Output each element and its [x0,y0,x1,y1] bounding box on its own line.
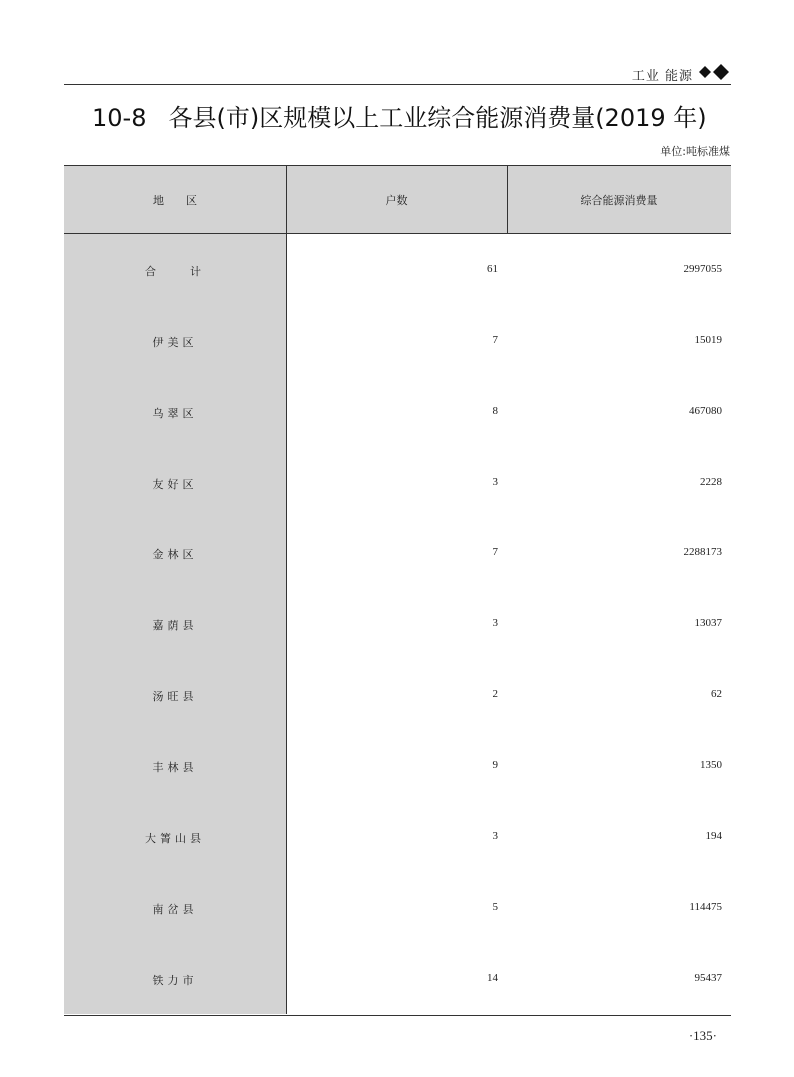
column-header-count: 户数 [385,194,408,207]
table-title: 各县(市)区规模以上工业综合能源消费量(2019 年) [168,104,707,132]
diamond-icon [699,64,731,80]
count-cell: 7 [492,546,498,558]
table-row [64,334,731,404]
table-row [64,830,731,900]
table-row [64,901,731,971]
energy-cell: 2228 [700,476,722,488]
table-row [64,405,731,475]
count-cell: 2 [492,688,498,700]
region-cell: 丰林县 [152,761,198,774]
count-cell: 3 [492,830,498,842]
data-table [64,165,731,1016]
count-cell: 14 [487,972,498,984]
energy-cell: 2288173 [683,546,722,558]
table-row [64,263,731,333]
region-cell: 嘉荫县 [152,619,198,632]
energy-cell: 2997055 [683,263,722,275]
section-label: 工业 能源 [631,69,693,84]
page-title [92,98,707,133]
energy-cell: 467080 [689,405,722,417]
column-header-energy: 综合能源消费量 [580,194,658,207]
region-cell: 伊美区 [152,336,198,349]
count-cell: 7 [492,334,498,346]
energy-cell: 13037 [694,617,722,629]
region-cell: 大箐山县 [145,832,205,845]
column-header-region: 地 区 [153,194,197,207]
region-cell: 南岔县 [152,903,198,916]
energy-cell: 194 [705,830,722,842]
count-cell: 9 [492,759,498,771]
table-row [64,546,731,616]
energy-cell: 15019 [694,334,722,346]
region-cell: 汤旺县 [152,690,198,703]
unit-label: 单位:吨标准煤 [660,145,730,158]
energy-cell: 1350 [700,759,722,771]
energy-cell: 95437 [694,972,722,984]
energy-cell: 114475 [689,901,722,913]
region-cell: 铁力市 [152,974,198,987]
energy-cell: 62 [711,688,722,700]
region-cell: 乌翠区 [152,407,198,420]
count-cell: 61 [487,263,498,275]
table-row [64,617,731,687]
table-row [64,688,731,758]
table-row [64,972,731,1042]
running-header [64,60,731,85]
table-number: 10-8 [92,104,147,132]
region-cell: 友好区 [152,478,198,491]
table-row [64,476,731,546]
count-cell: 3 [492,476,498,488]
region-cell: 合 计 [145,265,205,278]
page-number: ·135· [688,1028,717,1043]
region-cell: 金林区 [152,548,198,561]
count-cell: 3 [492,617,498,629]
count-cell: 8 [492,405,498,417]
count-cell: 5 [492,901,498,913]
table-row [64,759,731,829]
